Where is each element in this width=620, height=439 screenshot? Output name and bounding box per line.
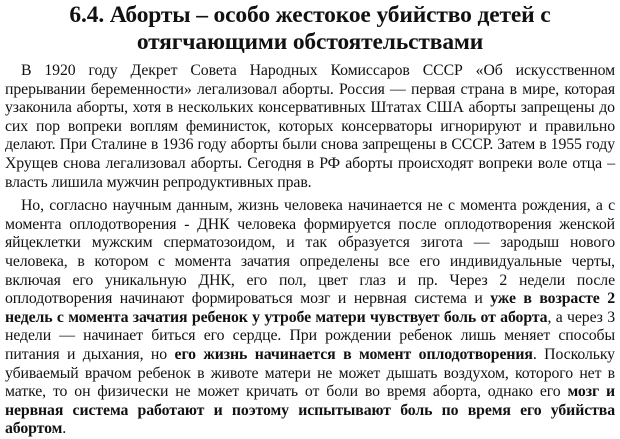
paragraph-text-segment: Но, согласно научным данным, жизнь человека начинается не с момента рождения, а с момента оплодотворения - ДНК человека формируется после оплодотворения женской яйцеклетки мужским сперматозоидом, и так образуется зигота — зародыш нового человека, в котором с момента зачатия определены все его индивидуальные черты, включая его уникальную ДНК, его пол, цвет глаз и пр. Через 2 недели после оплодотворения начинают формироваться мозг и нервная система и (5, 197, 615, 308)
paragraph-scientific-data (5, 197, 615, 439)
paragraph-text-segment: . Поскольку убиваемый врачом ребенок в животе матери не может дышать воздухом, которого нет в матке, то он физически не может кричать от боли во время аборта, однако его (5, 345, 615, 401)
bold-emphasis-brain: мозг и нервная система работают и поэтому испытывают боль по время его убийства абортом (5, 383, 615, 438)
paragraph-text-segment: , а через 3 недели — начинает биться его сердце. При рождении ребенок лишь меняет способы питания и дыхания, но (5, 308, 616, 363)
paragraph-abortion-history: В 1920 году Декрет Совета Народных Комиссаров СССР «Об искусственном прерывании беременности» легализовал аборты. Россия — первая страна в мире, которая узаконила аборты, хотя в нескольких консервативных Штатах США аборты запрещены до сих пор вопреки воплям феминисток, которых консерваторы игнорируют и правильно делают. При Сталине в 1936 году аборты были снова запрещены в СССР. Затем в 1955 году Хрущев снова легализовал аборты. Сегодня в РФ аборты происходят вопреки воле отца – власть лишила мужчин репродуктивных прав. (5, 62, 615, 191)
bold-emphasis-life-start: его жизнь начинается в момент оплодотворения (174, 345, 533, 363)
bold-emphasis-pain: уже в возрасте 2 недель с момента зачатия ребенок у утробе матери чувствует боль от аборта (5, 290, 615, 326)
document-page (5, 0, 615, 439)
section-heading: 6.4. Аборты – особо жестокое убийство детей с отягчающими обстоятельствами (69, 2, 551, 55)
paragraph-text-segment: . (62, 420, 67, 438)
